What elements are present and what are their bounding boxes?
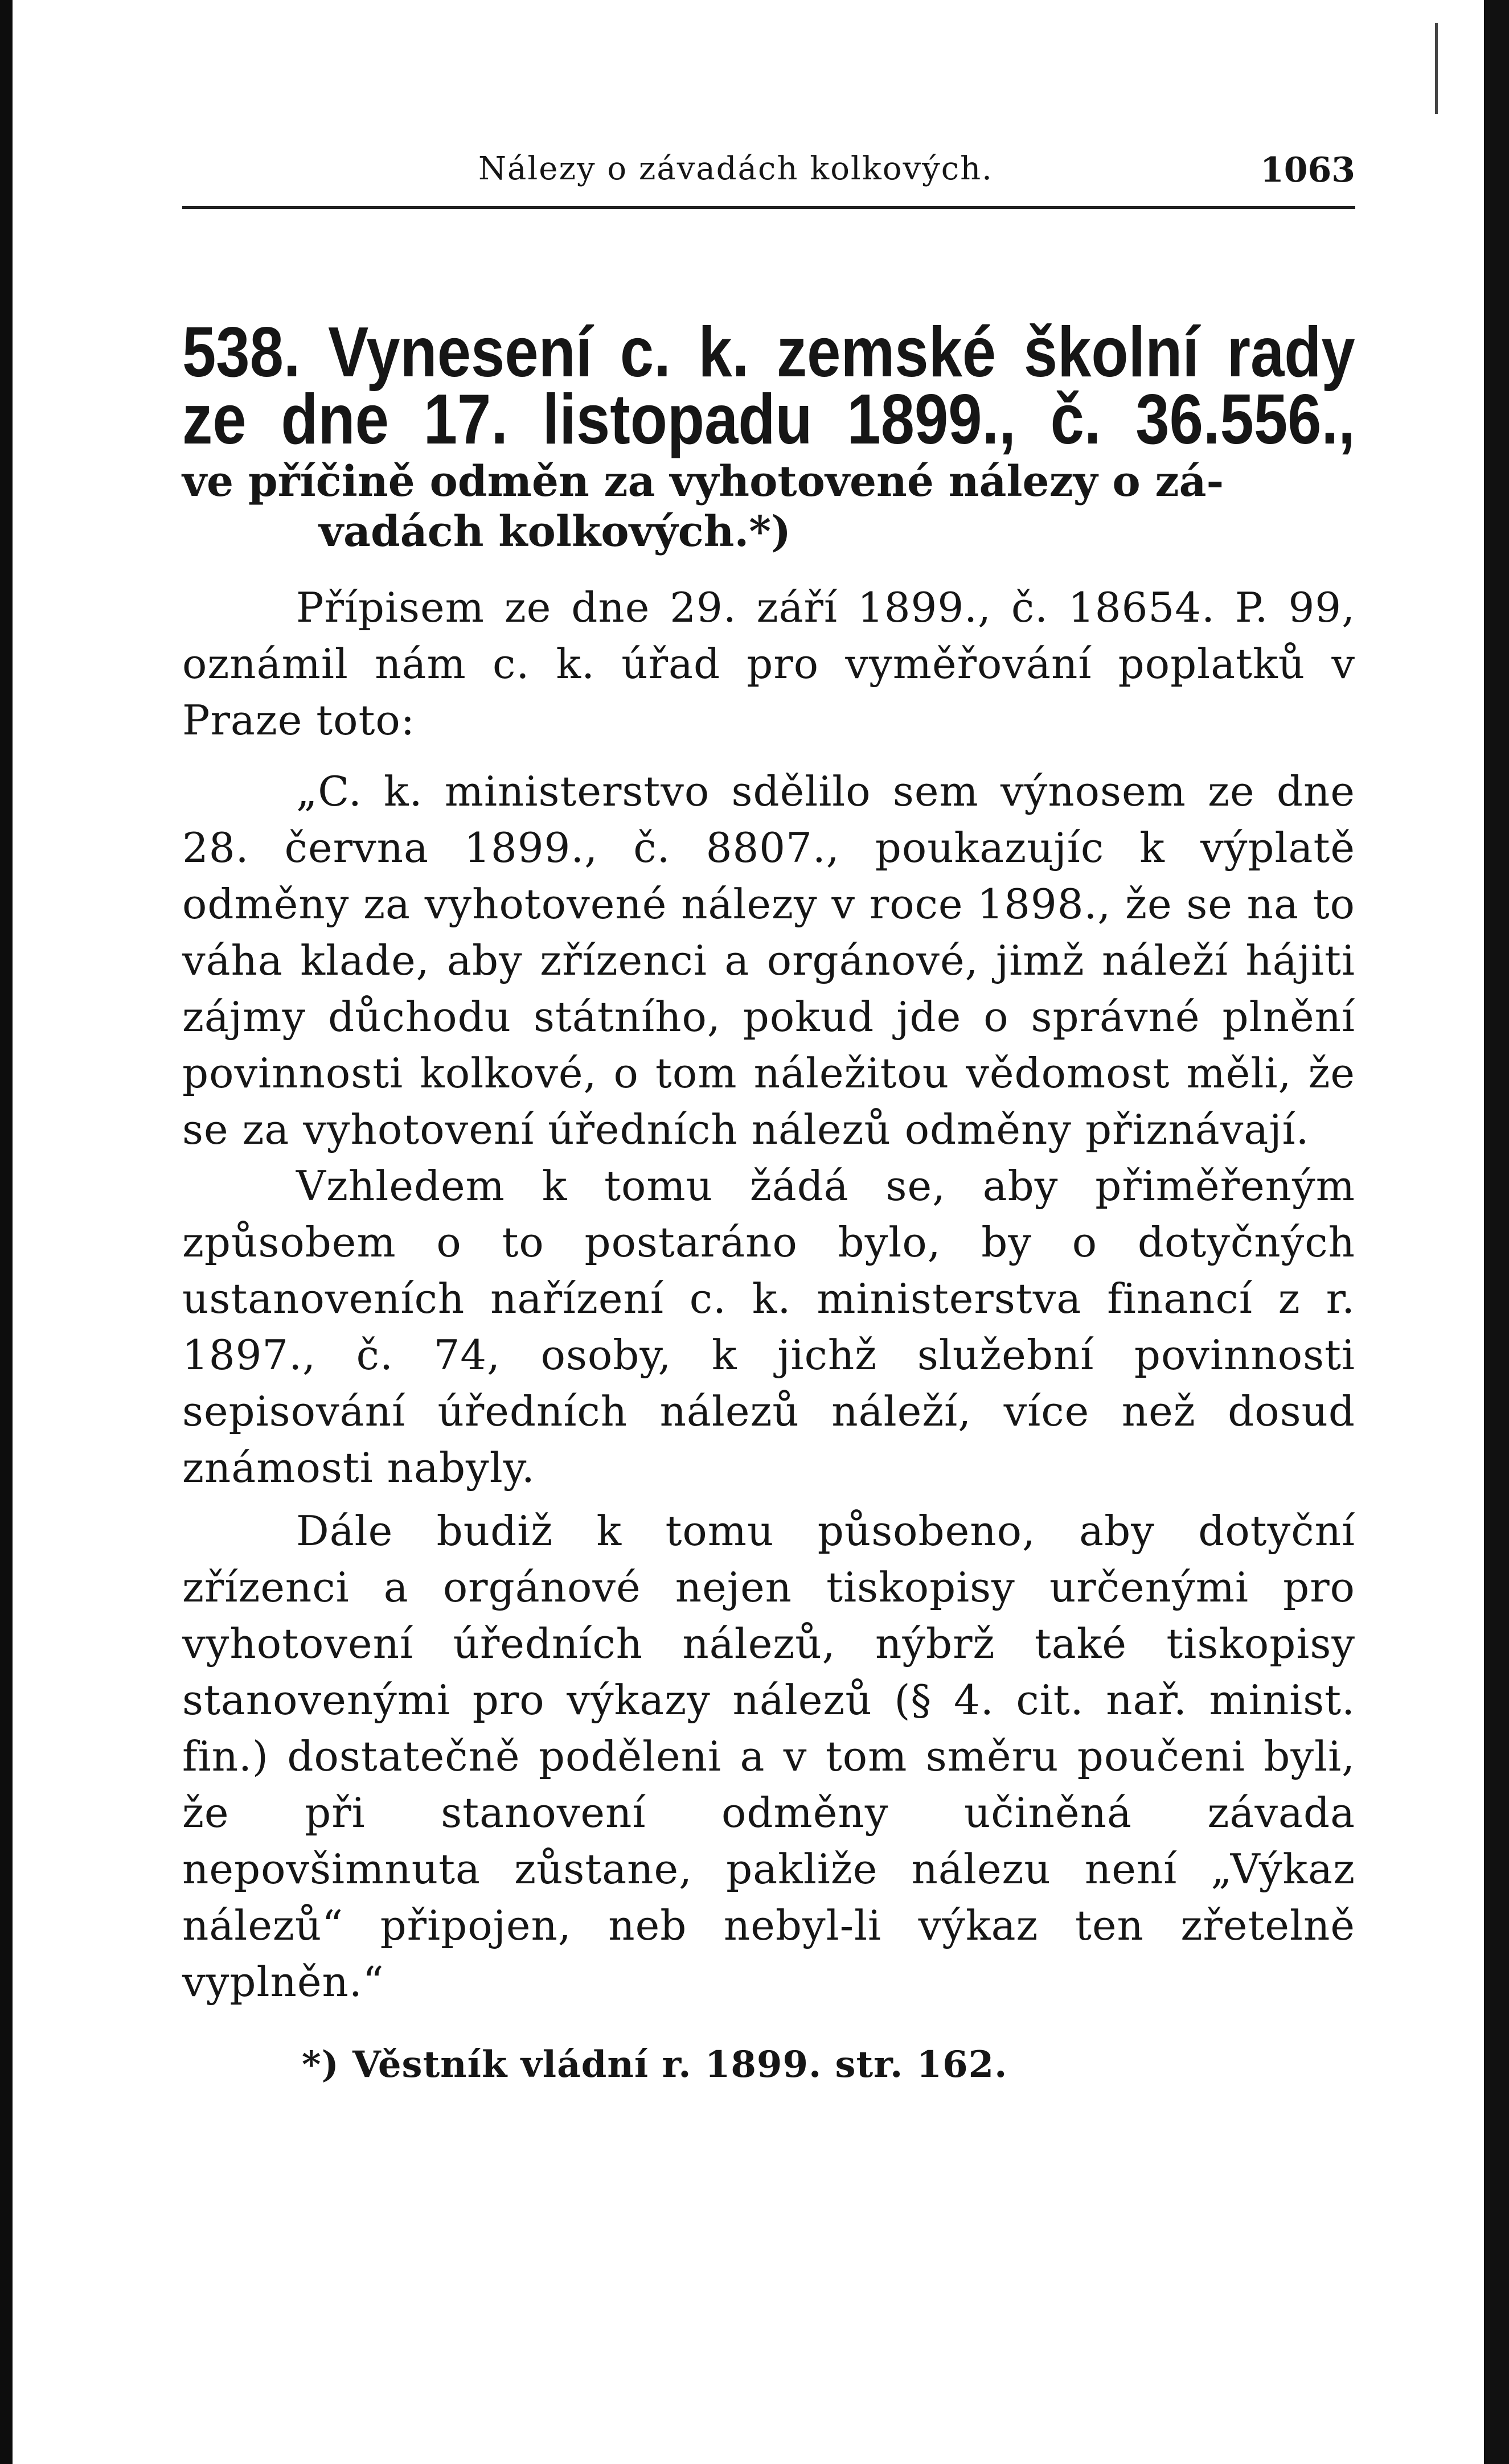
- quote-paragraph-2: Vzhledem k tomu žádá se, aby přiměřeným způsobem o to postaráno bylo, by o dotyčných ustanoveních nařízení c. k. ministerstva financí z r. 1897., č. 74, osoby, k jichž služební povinnosti sepisování úředních nálezů náleží, více než dosud známosti nabyly.: [182, 1162, 1355, 1492]
- intro-paragraph: Přípisem ze dne 29. září 1899., č. 18654. P. 99, oznámil nám c. k. úřad pro vyměřování poplatků v Praze toto:: [182, 584, 1355, 744]
- scan-edge-left: [0, 0, 13, 2464]
- quote-paragraph-3: Dále budiž k tomu působeno, aby dotyční zřízenci a orgánové nejen tiskopisy určenými pro vyhotovení úředních nálezů, nýbrž také tiskopisy stanovenými pro výkazy nálezů (§ 4. cit. nař. minist. fin.) dostatečně poděleni a v tom směru poučeni byli, že při stanovení odměny učiněná závada nepovšimnuta zůstane, pakliže nálezu není „Výkaz nálezů“ připojen, neb nebyl-li výkaz ten zřetelně vyplněn.“: [182, 1507, 1355, 2006]
- header-rule: [182, 206, 1355, 209]
- quote-paragraph-1: „C. k. ministerstvo sdělilo sem výnosem ze dne 28. června 1899., č. 8807., poukazujíc k výplatě odměny za vyhotovené nálezy v roce 1898., že se na to váha klade, aby zřízenci a orgánové, jimž náleží hájiti zájmy důchodu státního, pokud jde o správné plnění povinnosti kolkové, o tom náležitou vědomost měli, že se za vyhotovení úředních nálezů odměny přiznávají.: [182, 767, 1355, 1153]
- footnote: *) Věstník vládní r. 1899. str. 162.: [302, 2043, 1008, 2086]
- section-heading: 538. Vynesení c. k. zemské školní rady ze dne 17. listopadu 1899., č. 36.556.,: [182, 313, 1355, 459]
- running-title: Nálezy o závadách kolkových.: [478, 150, 993, 187]
- document-page: [182, 142, 1355, 2088]
- subheading-line-2: vadách kolkových.*): [319, 507, 791, 556]
- section-subheading: [182, 457, 1355, 557]
- scan-artifact: [1435, 23, 1438, 114]
- page-number: 1063: [1260, 150, 1355, 190]
- subheading-line-1: ve příčině odměn za vyhotovené nálezy o zá-: [182, 457, 1224, 506]
- running-head: [182, 142, 1355, 205]
- scan-edge-right: [1484, 0, 1509, 2464]
